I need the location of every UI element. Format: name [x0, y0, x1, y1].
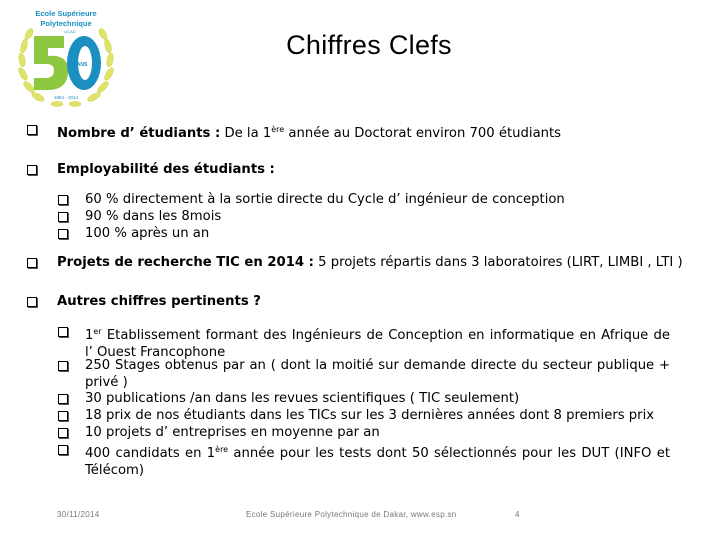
checkbox-square-bullet-icon [58, 212, 68, 222]
bullet-label: Projets de recherche TIC en 2014 : [57, 255, 314, 270]
bullet-label: Employabilité des étudiants : [57, 162, 275, 177]
sub-bullet: 30 publications /an dans les revues scientifiques ( TIC seulement) [58, 390, 678, 407]
bullet-label: Nombre d’ étudiants : [57, 126, 221, 141]
logo-line1: Ecole Supérieure [35, 9, 97, 18]
logo-line2: Polytechnique [40, 19, 92, 28]
checkbox-square-bullet-icon [58, 229, 68, 239]
sub-bullet: 100 % après un an [58, 225, 678, 242]
bullet-label: Autres chiffres pertinents ? [57, 294, 261, 309]
checkbox-square-bullet-icon [58, 411, 68, 421]
bullet-nombre-etudiants: Nombre d’ étudiants : De la 1ère année au Doctorat environ 700 étudiants [27, 121, 561, 142]
checkbox-square-bullet-icon [58, 361, 68, 371]
bullet-autres-chiffres [27, 293, 261, 310]
checkbox-square-bullet-icon [58, 394, 68, 404]
bullet-employabilite [27, 161, 275, 178]
logo-years: 1964 - 2014 [53, 95, 79, 100]
sub-bullet: 400 candidats en 1ère année pour les tests dont 50 sélectionnés pour les DUT (INFO et Télécom) [58, 441, 678, 479]
checkbox-square-bullet-icon [58, 327, 68, 337]
slide-title: Chiffres Clefs [286, 30, 452, 60]
checkbox-square-bullet-icon [27, 125, 37, 135]
sub-bullet: 1er Etablissement formant des Ingénieurs de Conception en informatique en Afrique de l’ Ouest Francophone [58, 323, 678, 361]
sub-bullet: 60 % directement à la sortie directe du Cycle d’ ingénieur de conception [58, 191, 678, 208]
footer-date: 30/11/2014 [57, 510, 100, 519]
checkbox-square-bullet-icon [27, 165, 37, 175]
checkbox-square-bullet-icon [58, 428, 68, 438]
sub-bullet: 18 prix de nos étudiants dans les TICs sur les 3 dernières années dont 8 premiers prix [58, 407, 678, 424]
bullet-projets-recherche: Projets de recherche TIC en 2014 : 5 projets répartis dans 3 laboratoires (LIRT, LIMBI , LTI ) [27, 254, 683, 271]
logo-line3: UCAD [64, 29, 76, 34]
sub-bullet: 10 projets d’ entreprises en moyenne par an [58, 424, 678, 441]
sub-bullet: 250 Stages obtenus par an ( dont la moitié sur demande directe du secteur publique + privé ) [58, 357, 678, 391]
footer-page-number: 4 [515, 510, 520, 519]
footer-center-text: Ecole Supérieure Polytechnique de Dakar, www.esp.sn [246, 510, 457, 519]
checkbox-square-bullet-icon [27, 297, 37, 307]
checkbox-square-bullet-icon [58, 195, 68, 205]
checkbox-square-bullet-icon [58, 445, 68, 455]
logo-ans: ANS [76, 62, 88, 68]
checkbox-square-bullet-icon [27, 258, 37, 268]
sub-bullet: 90 % dans les 8mois [58, 208, 678, 225]
